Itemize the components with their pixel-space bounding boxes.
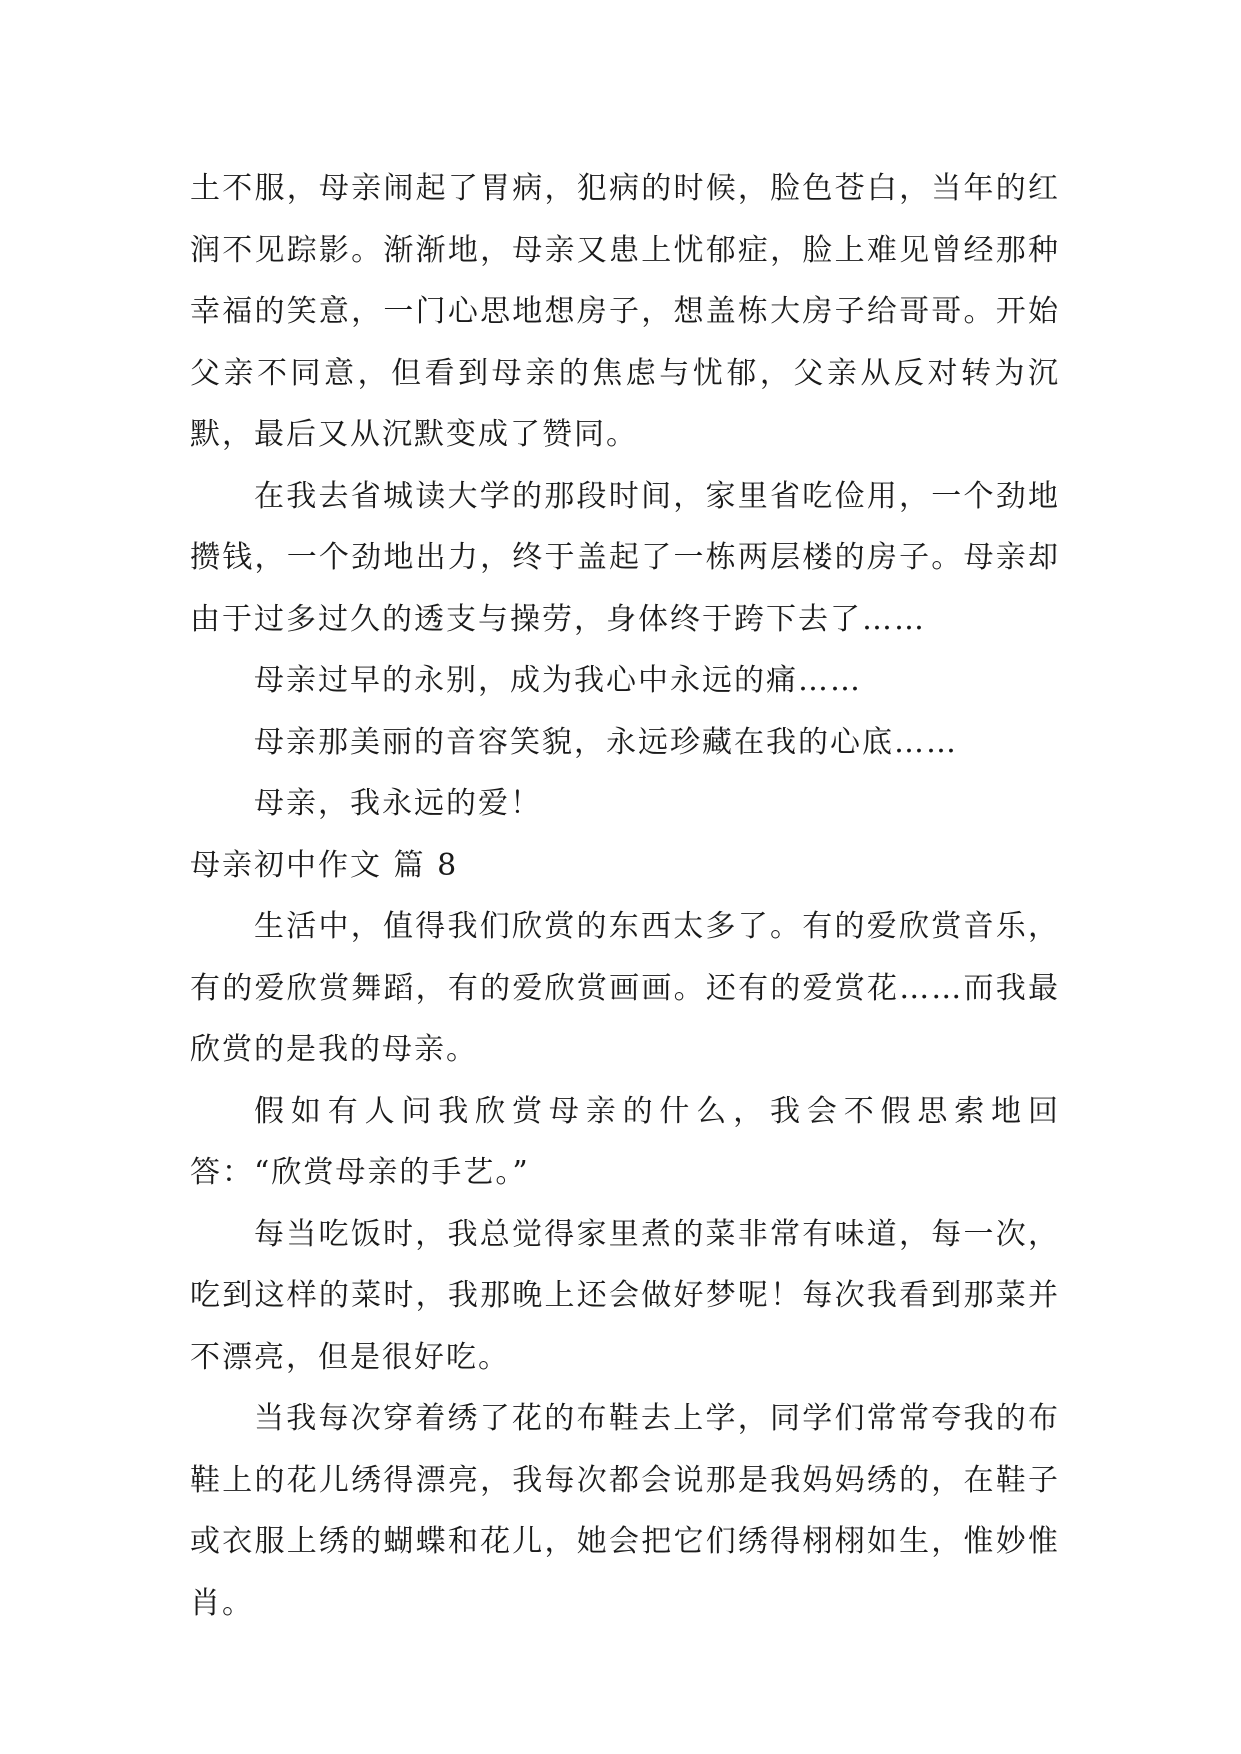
paragraph-2: 在我去省城读大学的那段时间，家里省吃俭用，一个劲地攒钱，一个劲地出力，终于盖起了一栋两层楼的房子。母亲却由于过多过久的透支与操劳，身体终于跨下去了…… xyxy=(190,478,1060,637)
paragraph-3: 母亲过早的永别，成为我心中永远的痛…… xyxy=(254,663,862,698)
document-body xyxy=(190,158,1060,1634)
paragraph-6: 生活中，值得我们欣赏的东西太多了。有的爱欣赏音乐，有的爱欣赏舞蹈，有的爱欣赏画画。还有的爱赏花……而我最欣赏的是我的母亲。 xyxy=(190,909,1060,1067)
section-heading: 母亲初中作文 篇 8 xyxy=(190,847,459,883)
paragraph-5: 母亲，我永远的爱！ xyxy=(254,786,542,821)
paragraph-1: 土不服，母亲闹起了胃病，犯病的时候，脸色苍白，当年的红润不见踪影。渐渐地，母亲又患上忧郁症，脸上难见曾经那种幸福的笑意，一门心思地想房子，想盖栋大房子给哥哥。开始父亲不同意，但看到母亲的焦虑与忧郁，父亲从反对转为沉默，最后又从沉默变成了赞同。 xyxy=(190,171,1060,452)
paragraph-8: 每当吃饭时，我总觉得家里煮的菜非常有味道，每一次，吃到这样的菜时，我那晚上还会做好梦呢！每次我看到那菜并不漂亮，但是很好吃。 xyxy=(190,1216,1060,1375)
paragraph-9: 当我每次穿着绣了花的布鞋去上学，同学们常常夸我的布鞋上的花儿绣得漂亮，我每次都会说那是我妈妈绣的，在鞋子或衣服上绣的蝴蝶和花儿，她会把它们绣得栩栩如生，惟妙惟肖。 xyxy=(190,1401,1060,1621)
paragraph-7: 假如有人问我欣赏母亲的什么，我会不假思索地回答：“欣赏母亲的手艺。” xyxy=(190,1093,1060,1190)
paragraph-4: 母亲那美丽的音容笑貌，永远珍藏在我的心底…… xyxy=(254,724,958,760)
